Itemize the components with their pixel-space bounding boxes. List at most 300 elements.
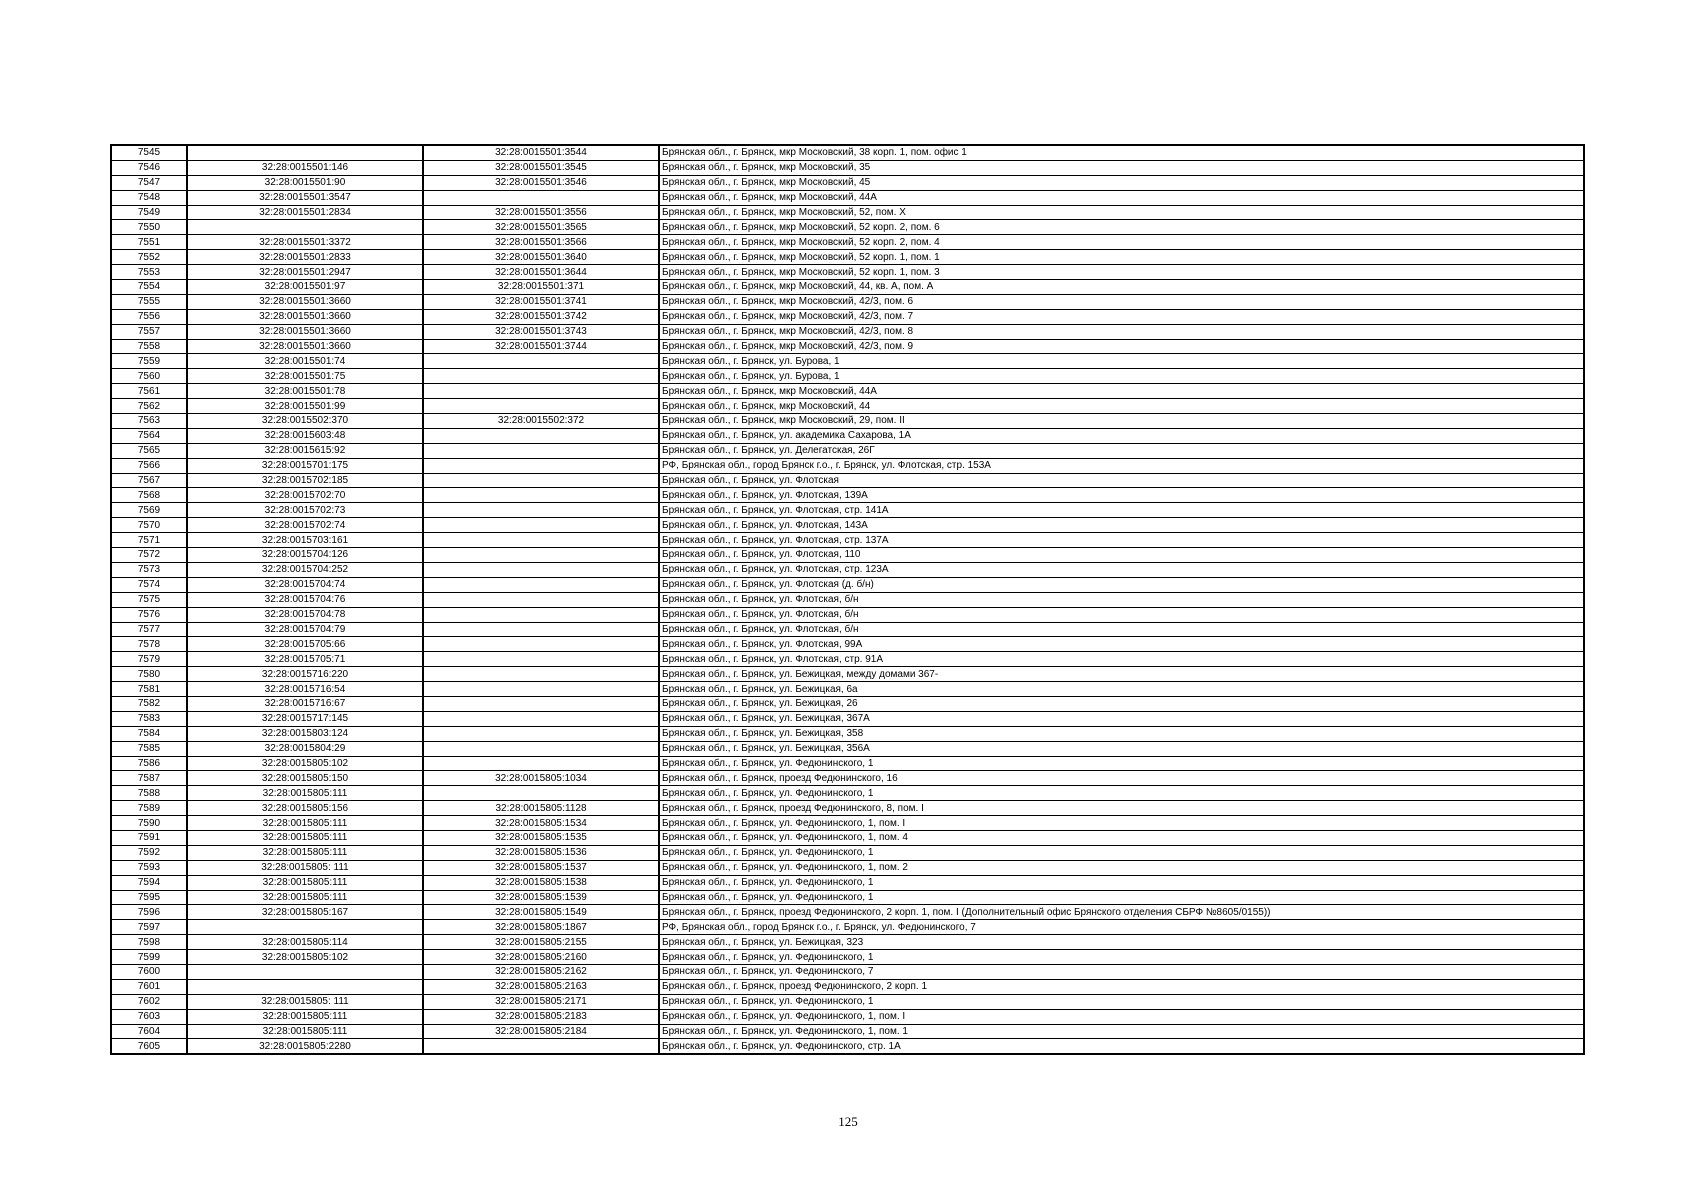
- table-row: [111, 830, 1584, 845]
- row-number-cell: 7546: [111, 160, 187, 175]
- land-cadastral-number-cell: 32:28:0015805:167: [187, 905, 423, 920]
- building-cadastral-number-cell: 32:28:0015501:3546: [423, 175, 659, 190]
- row-number-cell: 7560: [111, 369, 187, 384]
- land-cadastral-number-cell: 32:28:0015716:67: [187, 696, 423, 711]
- table-row: [111, 920, 1584, 935]
- table-row: [111, 845, 1584, 860]
- land-cadastral-number-cell: 32:28:0015501:75: [187, 369, 423, 384]
- land-cadastral-number-cell: 32:28:0015501:97: [187, 280, 423, 295]
- building-cadastral-number-cell: [423, 190, 659, 205]
- table-row: [111, 994, 1584, 1009]
- building-cadastral-number-cell: 32:28:0015805:1534: [423, 816, 659, 831]
- address-cell: Брянская обл., г. Брянск, проезд Федюнинского, 16: [659, 771, 1584, 786]
- table-row: [111, 473, 1584, 488]
- address-cell: Брянская обл., г. Брянск, ул. Федюнинского, 1: [659, 786, 1584, 801]
- building-cadastral-number-cell: [423, 458, 659, 473]
- table-row: [111, 682, 1584, 697]
- building-cadastral-number-cell: 32:28:0015805:1537: [423, 860, 659, 875]
- building-cadastral-number-cell: [423, 726, 659, 741]
- row-number-cell: 7548: [111, 190, 187, 205]
- table-row: [111, 145, 1584, 160]
- table-row: [111, 235, 1584, 250]
- row-number-cell: 7547: [111, 175, 187, 190]
- row-number-cell: 7557: [111, 324, 187, 339]
- land-cadastral-number-cell: 32:28:0015702:74: [187, 518, 423, 533]
- building-cadastral-number-cell: [423, 548, 659, 563]
- building-cadastral-number-cell: [423, 786, 659, 801]
- address-cell: Брянская обл., г. Брянск, ул. Флотская, стр. 123А: [659, 562, 1584, 577]
- row-number-cell: 7550: [111, 220, 187, 235]
- building-cadastral-number-cell: [423, 711, 659, 726]
- table-row: [111, 711, 1584, 726]
- land-cadastral-number-cell: 32:28:0015501:3660: [187, 294, 423, 309]
- row-number-cell: 7605: [111, 1039, 187, 1054]
- row-number-cell: 7584: [111, 726, 187, 741]
- address-cell: Брянская обл., г. Брянск, мкр Московский, 52 корп. 1, пом. 3: [659, 265, 1584, 280]
- building-cadastral-number-cell: [423, 533, 659, 548]
- address-cell: Брянская обл., г. Брянск, ул. Делегатская, 26Г: [659, 443, 1584, 458]
- address-cell: Брянская обл., г. Брянск, мкр Московский, 35: [659, 160, 1584, 175]
- row-number-cell: 7574: [111, 577, 187, 592]
- land-cadastral-number-cell: 32:28:0015805:111: [187, 875, 423, 890]
- table-row: [111, 801, 1584, 816]
- table-row: [111, 339, 1584, 354]
- table-row: [111, 726, 1584, 741]
- land-cadastral-number-cell: 32:28:0015501:74: [187, 354, 423, 369]
- address-cell: Брянская обл., г. Брянск, мкр Московский, 44: [659, 399, 1584, 414]
- address-cell: Брянская обл., г. Брянск, мкр Московский, 44, кв. А, пом. А: [659, 280, 1584, 295]
- building-cadastral-number-cell: [423, 577, 659, 592]
- row-number-cell: 7551: [111, 235, 187, 250]
- address-cell: Брянская обл., г. Брянск, ул. Федюнинского, 1, пом. I: [659, 1009, 1584, 1024]
- land-cadastral-number-cell: 32:28:0015501:2833: [187, 250, 423, 265]
- row-number-cell: 7555: [111, 294, 187, 309]
- land-cadastral-number-cell: 32:28:0015805:111: [187, 845, 423, 860]
- table-row: [111, 786, 1584, 801]
- land-cadastral-number-cell: 32:28:0015704:78: [187, 607, 423, 622]
- building-cadastral-number-cell: 32:28:0015805:1867: [423, 920, 659, 935]
- address-cell: Брянская обл., г. Брянск, мкр Московский, 42/3, пом. 7: [659, 309, 1584, 324]
- land-cadastral-number-cell: 32:28:0015805:150: [187, 771, 423, 786]
- table-row: [111, 875, 1584, 890]
- table-row: [111, 280, 1584, 295]
- address-cell: Брянская обл., г. Брянск, ул. Федюнинского, стр. 1А: [659, 1039, 1584, 1054]
- building-cadastral-number-cell: 32:28:0015805:2160: [423, 950, 659, 965]
- building-cadastral-number-cell: 32:28:0015501:3556: [423, 205, 659, 220]
- land-cadastral-number-cell: [187, 145, 423, 160]
- table-row: [111, 518, 1584, 533]
- row-number-cell: 7593: [111, 860, 187, 875]
- row-number-cell: 7559: [111, 354, 187, 369]
- table-row: [111, 458, 1584, 473]
- table-row: [111, 384, 1584, 399]
- row-number-cell: 7596: [111, 905, 187, 920]
- row-number-cell: 7567: [111, 473, 187, 488]
- row-number-cell: 7571: [111, 533, 187, 548]
- address-cell: Брянская обл., г. Брянск, ул. Федюнинского, 1: [659, 950, 1584, 965]
- table-row: [111, 250, 1584, 265]
- building-cadastral-number-cell: 32:28:0015805:1536: [423, 845, 659, 860]
- table-row: [111, 1024, 1584, 1039]
- row-number-cell: 7603: [111, 1009, 187, 1024]
- building-cadastral-number-cell: [423, 667, 659, 682]
- address-cell: Брянская обл., г. Брянск, ул. Флотская, 110: [659, 548, 1584, 563]
- row-number-cell: 7570: [111, 518, 187, 533]
- building-cadastral-number-cell: [423, 399, 659, 414]
- land-cadastral-number-cell: 32:28:0015704:74: [187, 577, 423, 592]
- table-row: [111, 294, 1584, 309]
- land-cadastral-number-cell: 32:28:0015805:114: [187, 935, 423, 950]
- row-number-cell: 7588: [111, 786, 187, 801]
- address-cell: Брянская обл., г. Брянск, мкр Московский, 44А: [659, 384, 1584, 399]
- building-cadastral-number-cell: [423, 1039, 659, 1054]
- table-row: [111, 428, 1584, 443]
- address-cell: Брянская обл., г. Брянск, мкр Московский, 42/3, пом. 9: [659, 339, 1584, 354]
- row-number-cell: 7573: [111, 562, 187, 577]
- land-cadastral-number-cell: 32:28:0015702:185: [187, 473, 423, 488]
- table-row: [111, 979, 1584, 994]
- building-cadastral-number-cell: 32:28:0015805:2183: [423, 1009, 659, 1024]
- row-number-cell: 7563: [111, 414, 187, 429]
- address-cell: Брянская обл., г. Брянск, ул. Бурова, 1: [659, 354, 1584, 369]
- table-row: [111, 175, 1584, 190]
- table-row: [111, 265, 1584, 280]
- row-number-cell: 7552: [111, 250, 187, 265]
- building-cadastral-number-cell: 32:28:0015805:2163: [423, 979, 659, 994]
- building-cadastral-number-cell: 32:28:0015805:2171: [423, 994, 659, 1009]
- address-cell: Брянская обл., г. Брянск, ул. Федюнинского, 7: [659, 964, 1584, 979]
- table-row: [111, 652, 1584, 667]
- row-number-cell: 7580: [111, 667, 187, 682]
- table-row: [111, 562, 1584, 577]
- row-number-cell: 7558: [111, 339, 187, 354]
- address-cell: Брянская обл., г. Брянск, ул. Флотская, стр. 141А: [659, 503, 1584, 518]
- land-cadastral-number-cell: [187, 979, 423, 994]
- land-cadastral-number-cell: 32:28:0015704:252: [187, 562, 423, 577]
- address-cell: Брянская обл., г. Брянск, ул. Бежицкая, 367А: [659, 711, 1584, 726]
- table-row: [111, 607, 1584, 622]
- land-cadastral-number-cell: 32:28:0015704:76: [187, 592, 423, 607]
- land-cadastral-number-cell: 32:28:0015603:48: [187, 428, 423, 443]
- table-row: [111, 964, 1584, 979]
- row-number-cell: 7582: [111, 696, 187, 711]
- building-cadastral-number-cell: 32:28:0015501:3545: [423, 160, 659, 175]
- building-cadastral-number-cell: 32:28:0015501:3566: [423, 235, 659, 250]
- table-row: [111, 696, 1584, 711]
- row-number-cell: 7601: [111, 979, 187, 994]
- page-number: 125: [838, 1114, 858, 1129]
- building-cadastral-number-cell: 32:28:0015805:1535: [423, 830, 659, 845]
- building-cadastral-number-cell: [423, 741, 659, 756]
- land-cadastral-number-cell: [187, 964, 423, 979]
- table-row: [111, 890, 1584, 905]
- land-cadastral-number-cell: 32:28:0015501:99: [187, 399, 423, 414]
- row-number-cell: 7583: [111, 711, 187, 726]
- land-cadastral-number-cell: [187, 920, 423, 935]
- land-cadastral-number-cell: 32:28:0015501:146: [187, 160, 423, 175]
- table-row: [111, 503, 1584, 518]
- building-cadastral-number-cell: 32:28:0015805:1539: [423, 890, 659, 905]
- address-cell: Брянская обл., г. Брянск, ул. Бежицкая, 6а: [659, 682, 1584, 697]
- land-cadastral-number-cell: [187, 220, 423, 235]
- address-cell: Брянская обл., г. Брянск, ул. Бурова, 1: [659, 369, 1584, 384]
- address-cell: Брянская обл., г. Брянск, ул. Федюнинского, 1: [659, 875, 1584, 890]
- land-cadastral-number-cell: 32:28:0015702:73: [187, 503, 423, 518]
- building-cadastral-number-cell: 32:28:0015501:3565: [423, 220, 659, 235]
- row-number-cell: 7568: [111, 488, 187, 503]
- building-cadastral-number-cell: [423, 622, 659, 637]
- row-number-cell: 7591: [111, 830, 187, 845]
- land-cadastral-number-cell: 32:28:0015705:66: [187, 637, 423, 652]
- table-row: [111, 637, 1584, 652]
- row-number-cell: 7598: [111, 935, 187, 950]
- row-number-cell: 7597: [111, 920, 187, 935]
- table-row: [111, 950, 1584, 965]
- land-cadastral-number-cell: 32:28:0015501:3660: [187, 339, 423, 354]
- land-cadastral-number-cell: 32:28:0015805:111: [187, 830, 423, 845]
- table-row: [111, 771, 1584, 786]
- table-row: [111, 816, 1584, 831]
- land-cadastral-number-cell: 32:28:0015502:370: [187, 414, 423, 429]
- address-cell: Брянская обл., г. Брянск, ул. Федюнинского, 1, пом. I: [659, 816, 1584, 831]
- row-number-cell: 7565: [111, 443, 187, 458]
- table-row: [111, 414, 1584, 429]
- registry-table: [110, 144, 1585, 1055]
- address-cell: Брянская обл., г. Брянск, ул. Флотская, 139А: [659, 488, 1584, 503]
- row-number-cell: 7562: [111, 399, 187, 414]
- building-cadastral-number-cell: [423, 682, 659, 697]
- land-cadastral-number-cell: 32:28:0015704:126: [187, 548, 423, 563]
- address-cell: Брянская обл., г. Брянск, мкр Московский, 45: [659, 175, 1584, 190]
- table-row: [111, 369, 1584, 384]
- address-cell: Брянская обл., г. Брянск, проезд Федюнинского, 2 корп. 1, пом. I (Дополнительный офис Брянского отделения СБРФ №8605/0155)): [659, 905, 1584, 920]
- row-number-cell: 7575: [111, 592, 187, 607]
- address-cell: Брянская обл., г. Брянск, мкр Московский, 52, пом. X: [659, 205, 1584, 220]
- address-cell: Брянская обл., г. Брянск, ул. Флотская, б/н: [659, 607, 1584, 622]
- table-row: [111, 354, 1584, 369]
- row-number-cell: 7545: [111, 145, 187, 160]
- building-cadastral-number-cell: [423, 607, 659, 622]
- address-cell: Брянская обл., г. Брянск, ул. Федюнинского, 1: [659, 756, 1584, 771]
- address-cell: Брянская обл., г. Брянск, мкр Московский, 38 корп. 1, пом. офис 1: [659, 145, 1584, 160]
- table-row: [111, 905, 1584, 920]
- address-cell: Брянская обл., г. Брянск, ул. Бежицкая, 356А: [659, 741, 1584, 756]
- row-number-cell: 7566: [111, 458, 187, 473]
- land-cadastral-number-cell: 32:28:0015805:111: [187, 1024, 423, 1039]
- building-cadastral-number-cell: [423, 696, 659, 711]
- land-cadastral-number-cell: 32:28:0015805:2280: [187, 1039, 423, 1054]
- table-row: [111, 205, 1584, 220]
- land-cadastral-number-cell: 32:28:0015501:2947: [187, 265, 423, 280]
- address-cell: Брянская обл., г. Брянск, ул. Флотская (д. б/н): [659, 577, 1584, 592]
- land-cadastral-number-cell: 32:28:0015717:145: [187, 711, 423, 726]
- row-number-cell: 7578: [111, 637, 187, 652]
- building-cadastral-number-cell: [423, 503, 659, 518]
- land-cadastral-number-cell: 32:28:0015702:70: [187, 488, 423, 503]
- table-row: [111, 667, 1584, 682]
- land-cadastral-number-cell: 32:28:0015501:3660: [187, 324, 423, 339]
- address-cell: Брянская обл., г. Брянск, ул. Флотская, стр. 137А: [659, 533, 1584, 548]
- row-number-cell: 7553: [111, 265, 187, 280]
- building-cadastral-number-cell: 32:28:0015501:3743: [423, 324, 659, 339]
- row-number-cell: 7549: [111, 205, 187, 220]
- row-number-cell: 7585: [111, 741, 187, 756]
- land-cadastral-number-cell: 32:28:0015501:3372: [187, 235, 423, 250]
- address-cell: Брянская обл., г. Брянск, проезд Федюнинского, 8, пом. I: [659, 801, 1584, 816]
- land-cadastral-number-cell: 32:28:0015615:92: [187, 443, 423, 458]
- row-number-cell: 7594: [111, 875, 187, 890]
- row-number-cell: 7576: [111, 607, 187, 622]
- building-cadastral-number-cell: 32:28:0015805:2162: [423, 964, 659, 979]
- row-number-cell: 7589: [111, 801, 187, 816]
- table-row: [111, 488, 1584, 503]
- building-cadastral-number-cell: 32:28:0015805:2155: [423, 935, 659, 950]
- building-cadastral-number-cell: [423, 488, 659, 503]
- building-cadastral-number-cell: 32:28:0015805:2184: [423, 1024, 659, 1039]
- address-cell: Брянская обл., г. Брянск, мкр Московский, 44А: [659, 190, 1584, 205]
- table-row: [111, 324, 1584, 339]
- registry-table-body: [111, 145, 1584, 1054]
- table-row: [111, 443, 1584, 458]
- row-number-cell: 7590: [111, 816, 187, 831]
- building-cadastral-number-cell: [423, 562, 659, 577]
- address-cell: Брянская обл., г. Брянск, ул. Бежицкая, 323: [659, 935, 1584, 950]
- land-cadastral-number-cell: 32:28:0015716:220: [187, 667, 423, 682]
- row-number-cell: 7577: [111, 622, 187, 637]
- row-number-cell: 7600: [111, 964, 187, 979]
- building-cadastral-number-cell: [423, 369, 659, 384]
- address-cell: Брянская обл., г. Брянск, ул. Флотская, стр. 91А: [659, 652, 1584, 667]
- land-cadastral-number-cell: 32:28:0015716:54: [187, 682, 423, 697]
- table-row: [111, 622, 1584, 637]
- table-row: [111, 935, 1584, 950]
- building-cadastral-number-cell: 32:28:0015501:3744: [423, 339, 659, 354]
- address-cell: Брянская обл., г. Брянск, мкр Московский, 52 корп. 2, пом. 4: [659, 235, 1584, 250]
- building-cadastral-number-cell: 32:28:0015805:1549: [423, 905, 659, 920]
- address-cell: РФ, Брянская обл., город Брянск г.о., г. Брянск, ул. Флотская, стр. 153А: [659, 458, 1584, 473]
- building-cadastral-number-cell: 32:28:0015805:1538: [423, 875, 659, 890]
- building-cadastral-number-cell: 32:28:0015501:3644: [423, 265, 659, 280]
- land-cadastral-number-cell: 32:28:0015501:3660: [187, 309, 423, 324]
- row-number-cell: 7572: [111, 548, 187, 563]
- address-cell: Брянская обл., г. Брянск, мкр Московский, 29, пом. II: [659, 414, 1584, 429]
- building-cadastral-number-cell: [423, 443, 659, 458]
- land-cadastral-number-cell: 32:28:0015805:111: [187, 890, 423, 905]
- address-cell: Брянская обл., г. Брянск, ул. Бежицкая, 358: [659, 726, 1584, 741]
- land-cadastral-number-cell: 32:28:0015803:124: [187, 726, 423, 741]
- row-number-cell: 7587: [111, 771, 187, 786]
- row-number-cell: 7581: [111, 682, 187, 697]
- building-cadastral-number-cell: 32:28:0015501:3741: [423, 294, 659, 309]
- building-cadastral-number-cell: [423, 652, 659, 667]
- address-cell: Брянская обл., г. Брянск, мкр Московский, 52 корп. 2, пом. 6: [659, 220, 1584, 235]
- table-row: [111, 860, 1584, 875]
- address-cell: Брянская обл., г. Брянск, ул. Флотская, 99А: [659, 637, 1584, 652]
- row-number-cell: 7592: [111, 845, 187, 860]
- table-row: [111, 741, 1584, 756]
- land-cadastral-number-cell: 32:28:0015705:71: [187, 652, 423, 667]
- row-number-cell: 7569: [111, 503, 187, 518]
- land-cadastral-number-cell: 32:28:0015805:102: [187, 756, 423, 771]
- building-cadastral-number-cell: [423, 354, 659, 369]
- building-cadastral-number-cell: 32:28:0015501:3544: [423, 145, 659, 160]
- land-cadastral-number-cell: 32:28:0015701:175: [187, 458, 423, 473]
- address-cell: Брянская обл., г. Брянск, ул. Федюнинского, 1: [659, 845, 1584, 860]
- address-cell: Брянская обл., г. Брянск, ул. Федюнинского, 1, пом. 4: [659, 830, 1584, 845]
- address-cell: Брянская обл., г. Брянск, мкр Московский, 52 корп. 1, пом. 1: [659, 250, 1584, 265]
- address-cell: Брянская обл., г. Брянск, ул. Флотская, б/н: [659, 592, 1584, 607]
- building-cadastral-number-cell: [423, 473, 659, 488]
- address-cell: Брянская обл., г. Брянск, ул. Флотская, б/н: [659, 622, 1584, 637]
- building-cadastral-number-cell: 32:28:0015805:1034: [423, 771, 659, 786]
- building-cadastral-number-cell: [423, 592, 659, 607]
- row-number-cell: 7564: [111, 428, 187, 443]
- building-cadastral-number-cell: [423, 518, 659, 533]
- table-row: [111, 160, 1584, 175]
- address-cell: Брянская обл., г. Брянск, ул. Федюнинского, 1: [659, 994, 1584, 1009]
- address-cell: РФ, Брянская обл., город Брянск г.о., г. Брянск, ул. Федюнинского, 7: [659, 920, 1584, 935]
- building-cadastral-number-cell: [423, 637, 659, 652]
- table-row: [111, 1039, 1584, 1054]
- row-number-cell: 7554: [111, 280, 187, 295]
- building-cadastral-number-cell: 32:28:0015805:1128: [423, 801, 659, 816]
- table-row: [111, 592, 1584, 607]
- land-cadastral-number-cell: 32:28:0015501:2834: [187, 205, 423, 220]
- table-row: [111, 577, 1584, 592]
- table-row: [111, 1009, 1584, 1024]
- address-cell: Брянская обл., г. Брянск, ул. Федюнинского, 1: [659, 890, 1584, 905]
- building-cadastral-number-cell: 32:28:0015501:3640: [423, 250, 659, 265]
- land-cadastral-number-cell: 32:28:0015805:156: [187, 801, 423, 816]
- building-cadastral-number-cell: [423, 756, 659, 771]
- table-row: [111, 756, 1584, 771]
- row-number-cell: 7604: [111, 1024, 187, 1039]
- address-cell: Брянская обл., г. Брянск, ул. Флотская: [659, 473, 1584, 488]
- land-cadastral-number-cell: 32:28:0015704:79: [187, 622, 423, 637]
- row-number-cell: 7556: [111, 309, 187, 324]
- land-cadastral-number-cell: 32:28:0015501:3547: [187, 190, 423, 205]
- land-cadastral-number-cell: 32:28:0015805: 111: [187, 860, 423, 875]
- building-cadastral-number-cell: 32:28:0015502:372: [423, 414, 659, 429]
- address-cell: Брянская обл., г. Брянск, ул. Флотская, 143А: [659, 518, 1584, 533]
- building-cadastral-number-cell: [423, 384, 659, 399]
- table-row: [111, 220, 1584, 235]
- row-number-cell: 7595: [111, 890, 187, 905]
- row-number-cell: 7599: [111, 950, 187, 965]
- land-cadastral-number-cell: 32:28:0015805:111: [187, 816, 423, 831]
- row-number-cell: 7586: [111, 756, 187, 771]
- land-cadastral-number-cell: 32:28:0015805:102: [187, 950, 423, 965]
- address-cell: Брянская обл., г. Брянск, ул. Бежицкая, между домами 367-: [659, 667, 1584, 682]
- table-row: [111, 309, 1584, 324]
- address-cell: Брянская обл., г. Брянск, мкр Московский, 42/3, пом. 8: [659, 324, 1584, 339]
- land-cadastral-number-cell: 32:28:0015805: 111: [187, 994, 423, 1009]
- land-cadastral-number-cell: 32:28:0015805:111: [187, 786, 423, 801]
- address-cell: Брянская обл., г. Брянск, мкр Московский, 42/3, пом. 6: [659, 294, 1584, 309]
- table-row: [111, 190, 1584, 205]
- row-number-cell: 7561: [111, 384, 187, 399]
- land-cadastral-number-cell: 32:28:0015501:90: [187, 175, 423, 190]
- land-cadastral-number-cell: 32:28:0015805:111: [187, 1009, 423, 1024]
- row-number-cell: 7579: [111, 652, 187, 667]
- address-cell: Брянская обл., г. Брянск, ул. Бежицкая, 26: [659, 696, 1584, 711]
- address-cell: Брянская обл., г. Брянск, ул. Федюнинского, 1, пом. 2: [659, 860, 1584, 875]
- table-row: [111, 548, 1584, 563]
- land-cadastral-number-cell: 32:28:0015501:78: [187, 384, 423, 399]
- table-row: [111, 399, 1584, 414]
- building-cadastral-number-cell: 32:28:0015501:3742: [423, 309, 659, 324]
- building-cadastral-number-cell: 32:28:0015501:371: [423, 280, 659, 295]
